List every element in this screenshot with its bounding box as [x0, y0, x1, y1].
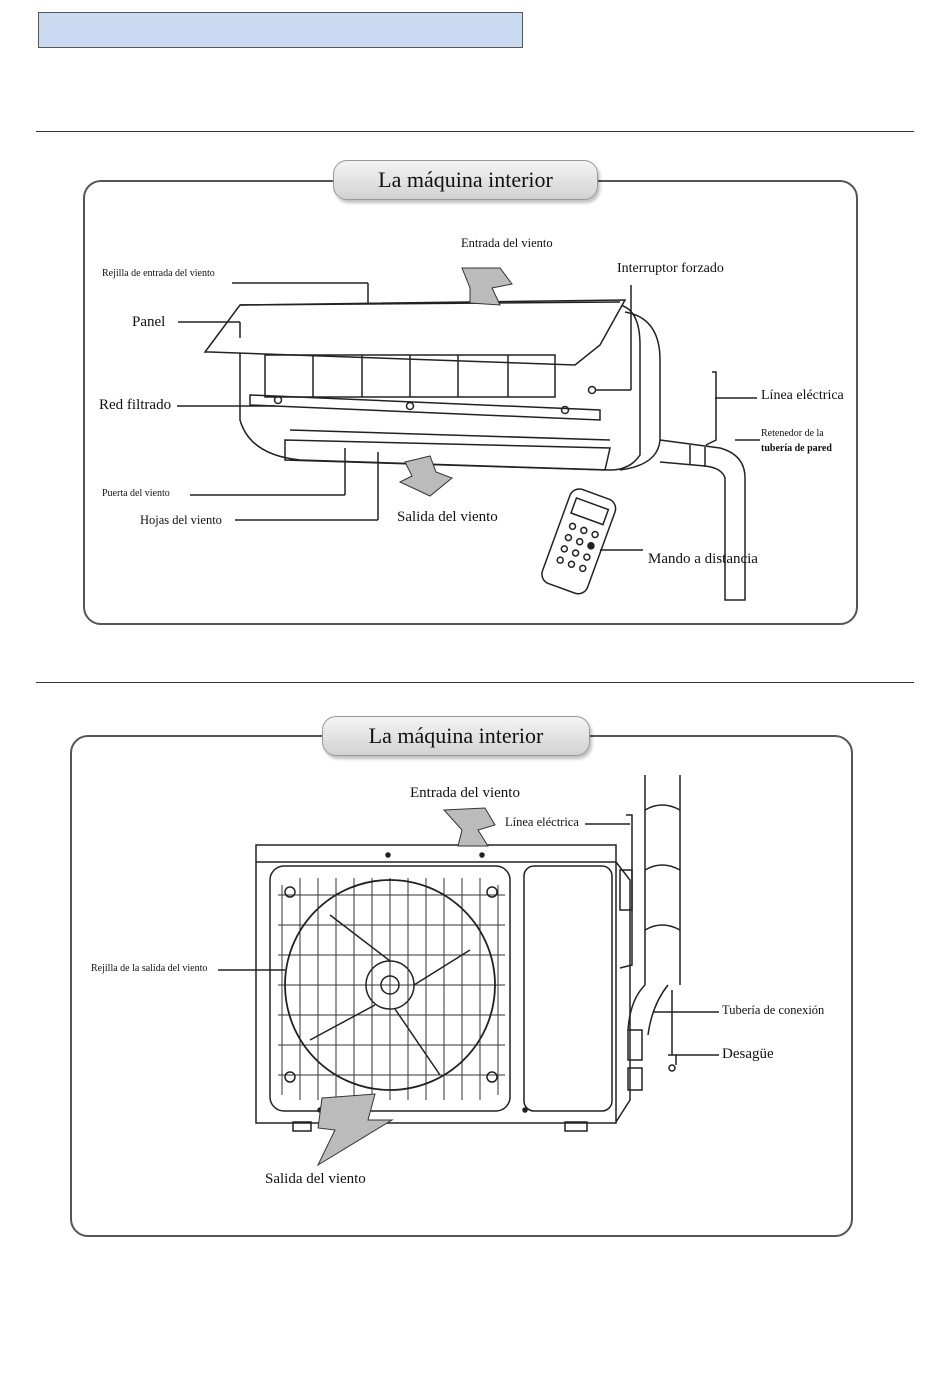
- label-indoor-air-outlet: Salida del viento: [397, 509, 498, 525]
- label-air-door: Puerta del viento: [102, 488, 170, 499]
- label-panel: Panel: [132, 314, 166, 330]
- label-air-blades: Hojas del viento: [140, 513, 222, 527]
- label-drain: Desagüe: [722, 1046, 774, 1062]
- outdoor-air-inlet-arrow: [444, 808, 495, 846]
- label-filter-net: Red filtrado: [99, 397, 172, 413]
- label-connecting-pipe: Tubería de conexión: [722, 1003, 825, 1017]
- label-outdoor-air-inlet: Entrada del viento: [410, 785, 520, 801]
- label-indoor-power-line: Línea eléctrica: [761, 388, 844, 403]
- wall-pipe-column: [645, 775, 680, 985]
- indoor-panel-title: La máquina interior: [333, 160, 598, 200]
- label-wall-pipe-retainer-2: tubería de pared: [761, 443, 832, 454]
- label-indoor-air-inlet: Entrada del viento: [461, 236, 553, 250]
- label-remote-control: Mando a distancia: [648, 551, 758, 567]
- label-wall-pipe-retainer-1: Retenedor de la: [761, 428, 824, 439]
- label-outdoor-power-line: Línea eléctrica: [505, 815, 579, 829]
- label-air-outlet-grille: Rejilla de la salida del viento: [91, 963, 208, 974]
- connecting-pipe: [628, 985, 672, 1055]
- label-air-inlet-grille: Rejilla de entrada del viento: [102, 268, 215, 279]
- outdoor-panel-title: La máquina interior: [322, 716, 590, 756]
- outdoor-unit-casing: [256, 845, 616, 1123]
- label-outdoor-air-outlet: Salida del viento: [265, 1171, 366, 1187]
- label-forced-switch: Interruptor forzado: [617, 261, 724, 276]
